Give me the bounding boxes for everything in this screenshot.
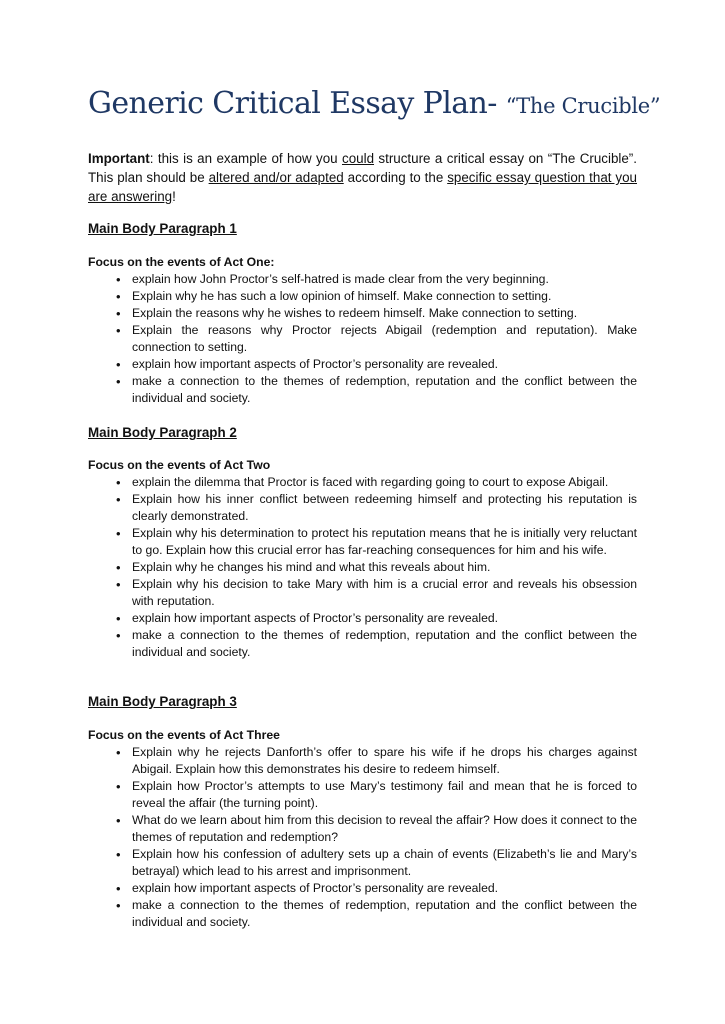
list-item: • Explain why he has such a low opinion of himself. Make connection to setting. <box>88 288 637 305</box>
list-item: • Explain why he rejects Danforth’s offer to spare his wife if he drops his charges against Abigail. Explain how this demonstrates his desire to redeem himself. <box>88 744 637 778</box>
section-heading: Main Body Paragraph 3 <box>88 694 237 709</box>
list-item: • make a connection to the themes of redemption, reputation and the conflict between the individual and society. <box>88 627 637 661</box>
section-focus: Focus on the events of Act One: <box>88 255 275 269</box>
title-main: Generic Critical Essay Plan- <box>88 86 497 121</box>
section-focus: Focus on the events of Act Three <box>88 728 280 742</box>
section-heading: Main Body Paragraph 2 <box>88 425 237 440</box>
list-item: • explain the dilemma that Proctor is faced with regarding going to court to expose Abigail. <box>88 474 637 491</box>
list-item: • make a connection to the themes of redemption, reputation and the conflict between the individual and society. <box>88 897 637 931</box>
list-item: • Explain how his confession of adultery sets up a chain of events (Elizabeth’s lie and Mary’s betrayal) which lead to his arrest and imprisonment. <box>88 846 637 880</box>
intro-label: Important <box>88 151 150 166</box>
list-item: • Explain how Proctor’s attempts to use Mary’s testimony fail and mean that he is forced to reveal the affair (the turning point). <box>88 778 637 812</box>
page-title <box>88 86 660 121</box>
intro-underline: specific essay question that you are answering <box>88 170 637 204</box>
intro-underline: could <box>342 151 375 166</box>
intro-text: : this is an example of how you <box>149 151 342 166</box>
bullet-list <box>88 744 637 931</box>
bullet-list <box>88 271 637 407</box>
list-item: • Explain the reasons why Proctor rejects Abigail (redemption and reputation). Make connection to setting. <box>88 322 637 356</box>
bullet-list <box>88 474 637 661</box>
section-focus: Focus on the events of Act Two <box>88 458 271 472</box>
list-item: • explain how John Proctor’s self-hatred is made clear from the very beginning. <box>88 271 637 288</box>
list-item: • What do we learn about him from this decision to reveal the affair? How does it connect to the themes of reputation and redemption? <box>88 812 637 846</box>
list-item: • explain how important aspects of Proctor’s personality are revealed. <box>88 356 637 373</box>
list-item: • Explain the reasons why he wishes to redeem himself. Make connection to setting. <box>88 305 637 322</box>
intro-underline: altered and/or adapted <box>208 170 344 185</box>
section-heading: Main Body Paragraph 1 <box>88 221 237 236</box>
list-item: • Explain why he changes his mind and what this reveals about him. <box>88 559 637 576</box>
list-item: • Explain why his determination to protect his reputation means that he is initially very reluctant to go. Explain how this crucial error has far-reaching consequences for him and his wife. <box>88 525 637 559</box>
intro-text: structure a critical essay on “The Crucible”. This plan should be <box>88 151 637 185</box>
intro-text: according to the <box>343 170 448 185</box>
list-item: • explain how important aspects of Proctor’s personality are revealed. <box>88 880 637 897</box>
intro-paragraph <box>88 149 637 206</box>
list-item: • explain how important aspects of Proctor’s personality are revealed. <box>88 610 637 627</box>
list-item: • Explain why his decision to take Mary with him is a crucial error and reveals his obsession with reputation. <box>88 576 637 610</box>
intro-text: ! <box>172 189 176 204</box>
list-item: • make a connection to the themes of redemption, reputation and the conflict between the individual and society. <box>88 373 637 407</box>
title-sub: “The Crucible” <box>505 94 661 118</box>
list-item: • Explain how his inner conflict between redeeming himself and protecting his reputation is clearly demonstrated. <box>88 491 637 525</box>
